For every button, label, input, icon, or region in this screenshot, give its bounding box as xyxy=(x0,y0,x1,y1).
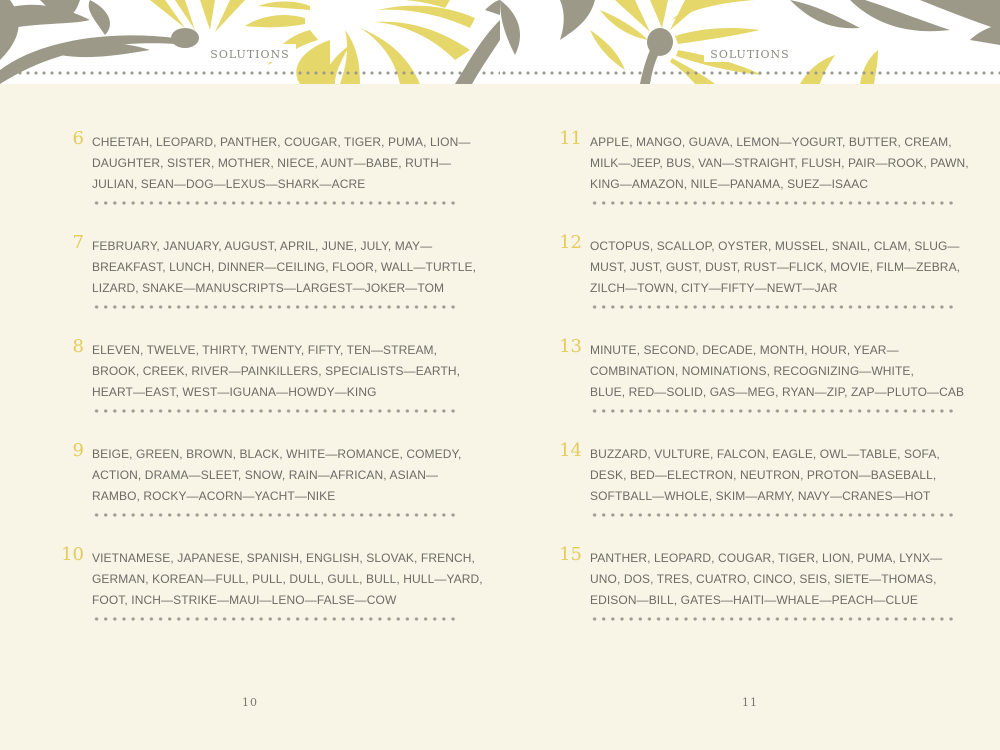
solution-line: PANTHER, LEOPARD, COUGAR, TIGER, LION, PUMA, LYNX— xyxy=(590,551,943,565)
header-dotted-rule xyxy=(0,70,500,76)
dotted-separator xyxy=(92,512,458,518)
solution-line: VIETNAMESE, JAPANESE, SPANISH, ENGLISH, SLOVAK, FRENCH, xyxy=(92,551,475,565)
solution-line: BEIGE, GREEN, BROWN, BLACK, WHITE—ROMANCE, COMEDY, xyxy=(92,447,462,461)
solution-line: ACTION, DRAMA—SLEET, SNOW, RAIN—AFRICAN, ASIAN— xyxy=(92,468,439,482)
page-number: 10 xyxy=(242,696,258,709)
page-number: 11 xyxy=(742,696,758,709)
page-header: solutions xyxy=(704,44,795,62)
solution-text xyxy=(590,444,960,507)
solution-line: RAMBO, ROCKY—ACORN—YACHT—NIKE xyxy=(92,489,336,503)
page-header: solutions xyxy=(204,44,295,62)
solution-line: GERMAN, KOREAN—FULL, PULL, DULL, GULL, BULL, HULL—YARD, xyxy=(92,572,483,586)
solution-entry xyxy=(58,440,500,544)
solution-text xyxy=(590,132,969,195)
solutions-list xyxy=(58,128,500,648)
solution-line: MUST, JUST, GUST, DUST, RUST—FLICK, MOVIE, FILM—ZEBRA, xyxy=(590,260,961,274)
solution-line: FEBRUARY, JANUARY, AUGUST, APRIL, JUNE, JULY, MAY— xyxy=(92,239,433,253)
puzzle-number: 8 xyxy=(72,336,84,357)
solution-line: MILK—JEEP, BUS, VAN—STRAIGHT, FLUSH, PAIR—ROOK, PAWN, xyxy=(590,156,969,170)
solution-text xyxy=(92,236,477,299)
dotted-separator xyxy=(92,304,458,310)
dotted-separator xyxy=(92,200,458,206)
puzzle-number: 10 xyxy=(61,544,84,565)
solution-entry xyxy=(58,544,500,648)
dotted-separator xyxy=(590,616,956,622)
solution-line: MINUTE, SECOND, DECADE, MONTH, HOUR, YEAR— xyxy=(590,343,899,357)
solution-line: FOOT, INCH—STRIKE—MAUI—LENO—FALSE—COW xyxy=(92,593,397,607)
solution-entry xyxy=(556,336,1000,440)
solution-entry xyxy=(556,232,1000,336)
solution-entry xyxy=(556,544,1000,648)
solution-text xyxy=(92,340,462,403)
solution-line: OCTOPUS, SCALLOP, OYSTER, MUSSEL, SNAIL, CLAM, SLUG— xyxy=(590,239,960,253)
solution-line: JULIAN, SEAN—DOG—LEXUS—SHARK—ACRE xyxy=(92,177,366,191)
solution-line: ZILCH—TOWN, CITY—FIFTY—NEWT—JAR xyxy=(590,281,838,295)
puzzle-number: 12 xyxy=(559,232,582,253)
solution-line: DESK, BED—ELECTRON, NEUTRON, PROTON—BASEBALL, xyxy=(590,468,937,482)
header-dotted-rule xyxy=(500,70,1000,76)
solution-line: BLUE, RED—SOLID, GAS—MEG, RYAN—ZIP, ZAP—PLUTO—CAB xyxy=(590,385,965,399)
puzzle-number: 9 xyxy=(72,440,84,461)
solution-line: DAUGHTER, SISTER, MOTHER, NIECE, AUNT—BABE, RUTH— xyxy=(92,156,451,170)
solution-line: BROOK, CREEK, RIVER—PAINKILLERS, SPECIALISTS—EARTH, xyxy=(92,364,461,378)
dotted-separator xyxy=(590,200,956,206)
right-page xyxy=(500,0,1000,750)
solution-line: HEART—EAST, WEST—IGUANA—HOWDY—KING xyxy=(92,385,377,399)
solution-line: KING—AMAZON, NILE—PANAMA, SUEZ—ISAAC xyxy=(590,177,869,191)
puzzle-number: 14 xyxy=(559,440,582,461)
solution-line: BUZZARD, VULTURE, FALCON, EAGLE, OWL—TABLE, SOFA, xyxy=(590,447,940,461)
solution-line: COMBINATION, NOMINATIONS, RECOGNIZING—WHITE, xyxy=(590,364,914,378)
solution-text xyxy=(92,548,483,611)
solutions-list xyxy=(556,128,1000,648)
solution-line: LIZARD, SNAKE—MANUSCRIPTS—LARGEST—JOKER—TOM xyxy=(92,281,445,295)
floral-banner xyxy=(500,0,1000,84)
puzzle-number: 6 xyxy=(72,128,84,149)
dotted-separator xyxy=(92,408,458,414)
solution-text xyxy=(590,236,960,299)
solution-line: APPLE, MANGO, GUAVA, LEMON—YOGURT, BUTTER, CREAM, xyxy=(590,135,952,149)
solution-entry xyxy=(58,336,500,440)
puzzle-number: 13 xyxy=(559,336,582,357)
solution-entry xyxy=(556,128,1000,232)
solution-entry xyxy=(556,440,1000,544)
puzzle-number: 15 xyxy=(559,544,582,565)
solution-line: SOFTBALL—WHOLE, SKIM—ARMY, NAVY—CRANES—HOT xyxy=(590,489,931,503)
solution-line: ELEVEN, TWELVE, THIRTY, TWENTY, FIFTY, TEN—STREAM, xyxy=(92,343,438,357)
solution-text xyxy=(590,548,960,611)
dotted-separator xyxy=(590,408,956,414)
solution-line: UNO, DOS, TRES, CUATRO, CINCO, SEIS, SIETE—THOMAS, xyxy=(590,572,937,586)
solution-entry xyxy=(58,232,500,336)
dotted-separator xyxy=(590,304,956,310)
dotted-separator xyxy=(92,616,458,622)
solution-text xyxy=(590,340,965,403)
solution-entry xyxy=(58,128,500,232)
floral-banner xyxy=(0,0,500,84)
solution-line: CHEETAH, LEOPARD, PANTHER, COUGAR, TIGER, PUMA, LION— xyxy=(92,135,471,149)
solution-text xyxy=(92,444,462,507)
puzzle-number: 11 xyxy=(559,128,582,149)
solution-line: EDISON—BILL, GATES—HAITI—WHALE—PEACH—CLUE xyxy=(590,593,918,607)
solution-line: BREAKFAST, LUNCH, DINNER—CEILING, FLOOR, WALL—TURTLE, xyxy=(92,260,477,274)
solution-text xyxy=(92,132,471,195)
puzzle-number: 7 xyxy=(72,232,84,253)
dotted-separator xyxy=(590,512,956,518)
